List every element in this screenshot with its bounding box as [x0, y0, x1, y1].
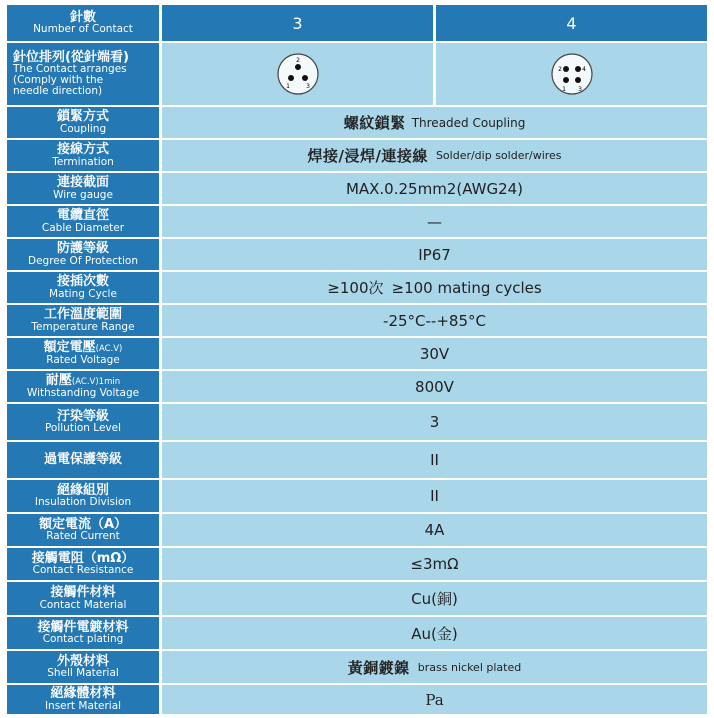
row-shell-material [7, 651, 707, 683]
value-zh: 螺紋鎖緊 [343, 114, 406, 132]
label-contact-plating [7, 617, 159, 649]
label-en: Contact Material [39, 598, 127, 611]
value-wire-gauge: MAX.0.25mm2(AWG24) [162, 173, 707, 204]
value-insert-material: Pa [162, 685, 707, 714]
label-zh-main: 額定電壓 [43, 340, 96, 356]
header-label-zh: 針數 [69, 9, 96, 25]
row-overvoltage-category [7, 442, 707, 478]
arrange-label-en-3: needle direction) [13, 85, 103, 98]
label-zh: 額定電流（A） [38, 516, 128, 532]
label-zh: 接線方式 [56, 142, 109, 158]
row-temperature [7, 305, 707, 336]
header-col-3: 3 [162, 5, 433, 41]
header-col-4: 4 [436, 5, 707, 41]
label-shell-material [7, 651, 159, 683]
value-en: Threaded Coupling [411, 115, 526, 130]
pin-1 [563, 77, 569, 83]
spec-table [7, 5, 707, 716]
value-coupling [162, 107, 707, 138]
row-cable-diameter [7, 206, 707, 237]
label-en: Withstanding Voltage [26, 386, 140, 399]
pin-4-label-1: 1 [561, 86, 566, 93]
label-pollution-level [7, 404, 159, 440]
label-protection [7, 239, 159, 270]
label-en: Rated Current [46, 530, 120, 543]
arrange-label [7, 43, 159, 105]
label-zh: 工作溫度範圍 [43, 307, 122, 323]
value-shell-material [162, 651, 707, 683]
row-insert-material [7, 685, 707, 714]
label-zh: 外殼材料 [56, 653, 109, 669]
label-zh: 電纜直徑 [56, 208, 109, 224]
row-contact-plating [7, 617, 707, 649]
label-en: Contact plating [42, 633, 124, 646]
value-rated-voltage: 30V [162, 338, 707, 369]
value-protection: IP67 [162, 239, 707, 270]
header-values [162, 5, 707, 41]
header-label [7, 5, 159, 41]
row-contact-resistance [7, 548, 707, 580]
label-zh: 防護等級 [56, 241, 109, 257]
label-overvoltage-category [7, 442, 159, 478]
row-contact-material [7, 582, 707, 615]
value-mating-cycle [162, 272, 707, 303]
label-en: Termination [52, 155, 114, 168]
label-zh [44, 341, 123, 355]
label-en: Insert Material [44, 699, 122, 712]
pin-layout-4 [436, 43, 707, 105]
row-pollution-level [7, 404, 707, 440]
pin-3-label-3: 3 [305, 83, 310, 90]
pin-3 [302, 75, 308, 81]
label-en: Cable Diameter [41, 221, 125, 234]
label-zh: 接觸電阻（mΩ） [31, 550, 135, 566]
value-contact-plating: Au(金) [162, 617, 707, 649]
label-en: Rated Voltage [46, 353, 120, 366]
pin-1 [288, 75, 294, 81]
label-en: Wire gauge [53, 188, 113, 201]
header-label-en: Number of Contact [33, 23, 133, 36]
label-zh: 絕緣組別 [56, 482, 109, 498]
row-wire-gauge [7, 173, 707, 204]
label-en: Mating Cycle [49, 287, 117, 300]
pin-4-diagram [550, 52, 594, 96]
value-overvoltage-category: II [162, 442, 707, 478]
pin-4-label-2: 2 [557, 66, 562, 73]
label-insert-material [7, 685, 159, 714]
label-zh: 汙染等級 [56, 408, 109, 424]
pin-4-label-4: 4 [581, 66, 586, 73]
label-cable-diameter [7, 206, 159, 237]
label-rated-current [7, 514, 159, 546]
value-en: ≥100 mating cycles [391, 278, 542, 297]
label-coupling [7, 107, 159, 138]
value-en: brass nickel plated [417, 660, 522, 674]
row-rated-voltage [7, 338, 707, 369]
label-contact-material [7, 582, 159, 615]
pin-3-diagram [276, 52, 320, 96]
value-withstanding-voltage: 800V [162, 371, 707, 402]
label-zh: 連接截面 [56, 175, 109, 191]
label-zh: 接觸件材料 [50, 585, 116, 601]
label-en: Pollution Level [44, 422, 122, 435]
pin-2 [563, 66, 569, 72]
pin-2 [295, 64, 301, 70]
pin-layout-3 [162, 43, 433, 105]
label-wire-gauge [7, 173, 159, 204]
label-zh: 鎖緊方式 [56, 109, 109, 125]
value-pollution-level: 3 [162, 404, 707, 440]
value-contact-resistance: ≤3mΩ [162, 548, 707, 580]
row-rated-current [7, 514, 707, 546]
arrange-label-en-1: The Contact arranges [13, 63, 127, 76]
value-contact-material: Cu(銅) [162, 582, 707, 615]
value-rated-current: 4A [162, 514, 707, 546]
label-zh: 過電保護等級 [43, 452, 122, 468]
label-en: Degree Of Protection [28, 254, 138, 267]
label-zh: 接觸件電鍍材料 [37, 619, 129, 635]
row-withstanding-voltage [7, 371, 707, 402]
row-protection [7, 239, 707, 270]
label-contact-resistance [7, 548, 159, 580]
value-zh: ≥100次 [327, 279, 384, 297]
value-cable-diameter: — [162, 206, 707, 237]
arrange-row [7, 43, 707, 105]
label-rated-voltage [7, 338, 159, 369]
row-insulation-division [7, 480, 707, 512]
value-zh: 黃銅鍍鎳 [347, 658, 410, 677]
header-row [7, 5, 707, 41]
pin-3-label-2: 2 [295, 57, 300, 64]
label-zh: 接插次數 [56, 274, 109, 290]
label-zh-unit: (AC.V)1min [71, 377, 121, 388]
label-mating-cycle [7, 272, 159, 303]
value-termination [162, 140, 707, 171]
label-zh-unit: (AC.V) [95, 344, 123, 355]
label-zh: 絕緣體材料 [50, 686, 116, 702]
pin-4 [575, 66, 581, 72]
label-en: Contact Resistance [32, 564, 134, 577]
label-en: Temperature Range [31, 320, 135, 333]
pin-3-label-1: 1 [285, 83, 290, 90]
label-zh [46, 374, 120, 388]
row-termination [7, 140, 707, 171]
pin-3 [575, 77, 581, 83]
arrange-label-en-2: (Comply with the [13, 74, 104, 87]
row-coupling [7, 107, 707, 138]
label-temperature [7, 305, 159, 336]
pin-4-label-3: 3 [577, 86, 582, 93]
label-en: Coupling [59, 122, 107, 135]
value-zh: 焊接/浸焊/連接線 [307, 147, 428, 165]
value-en: Solder/dip solder/wires [435, 149, 562, 162]
value-temperature: -25°C--+85°C [162, 305, 707, 336]
arrange-label-zh: 針位排列(從針端看) [13, 49, 129, 65]
arrange-values [162, 43, 707, 105]
value-insulation-division: II [162, 480, 707, 512]
label-en: Insulation Division [34, 496, 132, 509]
label-termination [7, 140, 159, 171]
label-en: Shell Material [47, 667, 119, 680]
label-insulation-division [7, 480, 159, 512]
label-withstanding-voltage [7, 371, 159, 402]
row-mating-cycle [7, 272, 707, 303]
label-zh-main: 耐壓 [45, 373, 72, 389]
